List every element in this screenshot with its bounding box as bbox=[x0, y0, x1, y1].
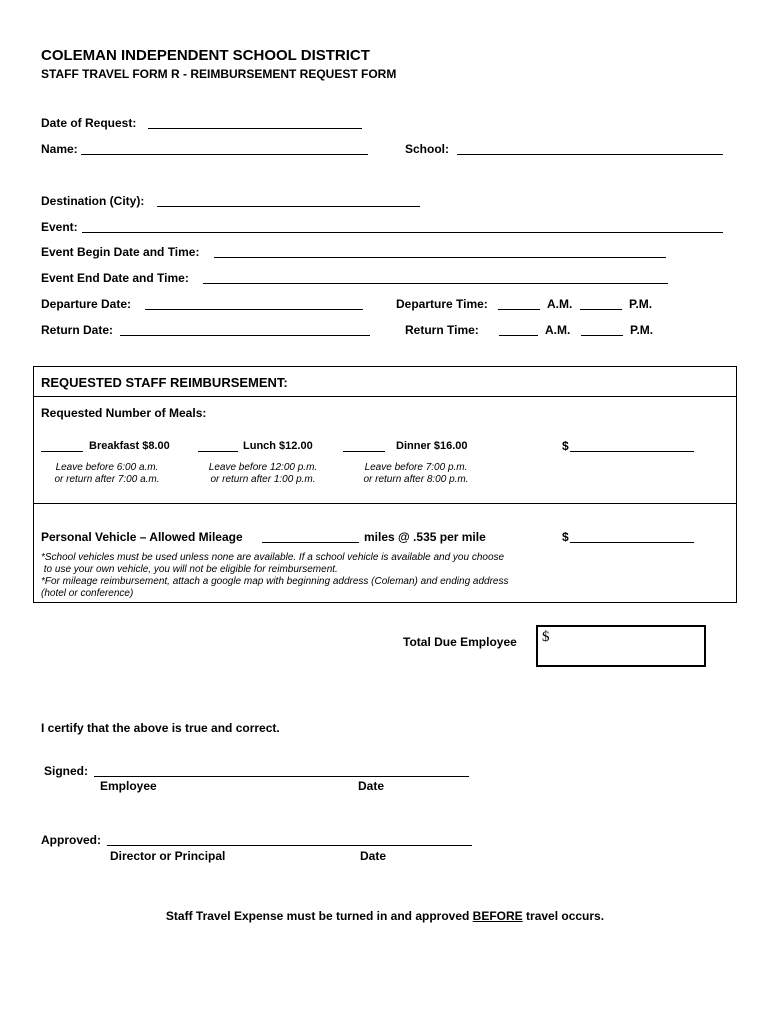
signed-label: Signed: bbox=[44, 764, 88, 778]
section-divider bbox=[33, 503, 736, 504]
breakfast-note-1: Leave before 6:00 a.m. bbox=[55, 462, 159, 473]
name-label: Name: bbox=[41, 142, 78, 156]
return-pm-field[interactable] bbox=[581, 335, 623, 336]
approver-signature-field[interactable] bbox=[107, 845, 472, 846]
total-amount-box[interactable] bbox=[536, 625, 706, 667]
return-am-field[interactable] bbox=[499, 335, 538, 336]
form-title: STAFF TRAVEL FORM R - REIMBURSEMENT REQUEST FORM bbox=[41, 67, 397, 81]
departure-am-field[interactable] bbox=[498, 309, 540, 310]
breakfast-count-field[interactable] bbox=[41, 451, 83, 452]
lunch-label: Lunch $12.00 bbox=[243, 440, 313, 452]
event-label: Event: bbox=[41, 220, 78, 234]
breakfast-note-2: or return after 7:00 a.m. bbox=[54, 474, 160, 485]
lunch-note-1: Leave before 12:00 p.m. bbox=[208, 462, 318, 473]
vehicle-note-2: to use your own vehicle, you will not be eligible for reimbursement. bbox=[41, 564, 338, 575]
employee-signature-field[interactable] bbox=[94, 776, 469, 777]
meals-dollar-sign: $ bbox=[562, 439, 569, 453]
event-field[interactable] bbox=[82, 232, 723, 233]
date-of-request-field[interactable] bbox=[148, 128, 362, 129]
school-label: School: bbox=[405, 142, 449, 156]
miles-rate-label: miles @ .535 per mile bbox=[364, 530, 486, 544]
event-begin-label: Event Begin Date and Time: bbox=[41, 245, 200, 259]
return-date-label: Return Date: bbox=[41, 323, 114, 337]
vehicle-note-1: *School vehicles must be used unless none are available. If a school vehicle is available and you choose bbox=[41, 552, 505, 563]
school-field[interactable] bbox=[457, 154, 723, 155]
approved-label: Approved: bbox=[41, 833, 101, 847]
mileage-amount-field[interactable] bbox=[570, 542, 694, 543]
departure-time-label: Departure Time: bbox=[396, 297, 488, 311]
vehicle-note-4: (hotel or conference) bbox=[41, 588, 134, 599]
date-of-request-label: Date of Request: bbox=[41, 116, 137, 130]
return-time-label: Return Time: bbox=[405, 323, 479, 337]
district-title: COLEMAN INDEPENDENT SCHOOL DISTRICT bbox=[41, 47, 370, 64]
departure-pm-field[interactable] bbox=[580, 309, 622, 310]
dinner-note-1: Leave before 7:00 p.m. bbox=[364, 462, 468, 473]
employee-caption: Employee bbox=[100, 779, 157, 793]
destination-label: Destination (City): bbox=[41, 194, 145, 208]
meals-label: Requested Number of Meals: bbox=[41, 406, 207, 420]
director-caption: Director or Principal bbox=[110, 849, 226, 863]
departure-date-label: Departure Date: bbox=[41, 297, 132, 311]
return-am-label: A.M. bbox=[545, 323, 571, 337]
approver-date-caption: Date bbox=[360, 849, 387, 863]
departure-date-field[interactable] bbox=[145, 309, 363, 310]
lunch-note-2: or return after 1:00 p.m. bbox=[210, 474, 316, 485]
certify-statement: I certify that the above is true and correct. bbox=[41, 721, 280, 735]
lunch-count-field[interactable] bbox=[198, 451, 238, 452]
footer-notice bbox=[0, 909, 770, 923]
event-end-label: Event End Date and Time: bbox=[41, 271, 189, 285]
destination-field[interactable] bbox=[157, 206, 420, 207]
vehicle-label: Personal Vehicle – Allowed Mileage bbox=[41, 530, 243, 544]
footer-emphasis: BEFORE bbox=[472, 909, 523, 923]
employee-date-caption: Date bbox=[358, 779, 385, 793]
total-label: Total Due Employee bbox=[403, 635, 517, 649]
reimbursement-heading: REQUESTED STAFF REIMBURSEMENT: bbox=[41, 375, 288, 390]
mileage-field[interactable] bbox=[262, 542, 359, 543]
return-date-field[interactable] bbox=[120, 335, 370, 336]
event-begin-field[interactable] bbox=[214, 257, 666, 258]
footer-text-before: Staff Travel Expense must be turned in and approved bbox=[165, 909, 473, 923]
dinner-count-field[interactable] bbox=[343, 451, 385, 452]
dinner-label: Dinner $16.00 bbox=[396, 440, 468, 452]
footer-text-after: travel occurs. bbox=[522, 909, 605, 923]
return-pm-label: P.M. bbox=[630, 323, 654, 337]
vehicle-note-3: *For mileage reimbursement, attach a google map with beginning address (Coleman) and ending address bbox=[41, 576, 509, 587]
dinner-note-2: or return after 8:00 p.m. bbox=[363, 474, 469, 485]
breakfast-label: Breakfast $8.00 bbox=[89, 440, 170, 452]
meals-amount-field[interactable] bbox=[570, 451, 694, 452]
name-field[interactable] bbox=[81, 154, 368, 155]
mileage-dollar-sign: $ bbox=[562, 530, 569, 544]
departure-pm-label: P.M. bbox=[629, 297, 653, 311]
departure-am-label: A.M. bbox=[547, 297, 573, 311]
event-end-field[interactable] bbox=[203, 283, 668, 284]
total-dollar-sign: $ bbox=[542, 629, 550, 645]
